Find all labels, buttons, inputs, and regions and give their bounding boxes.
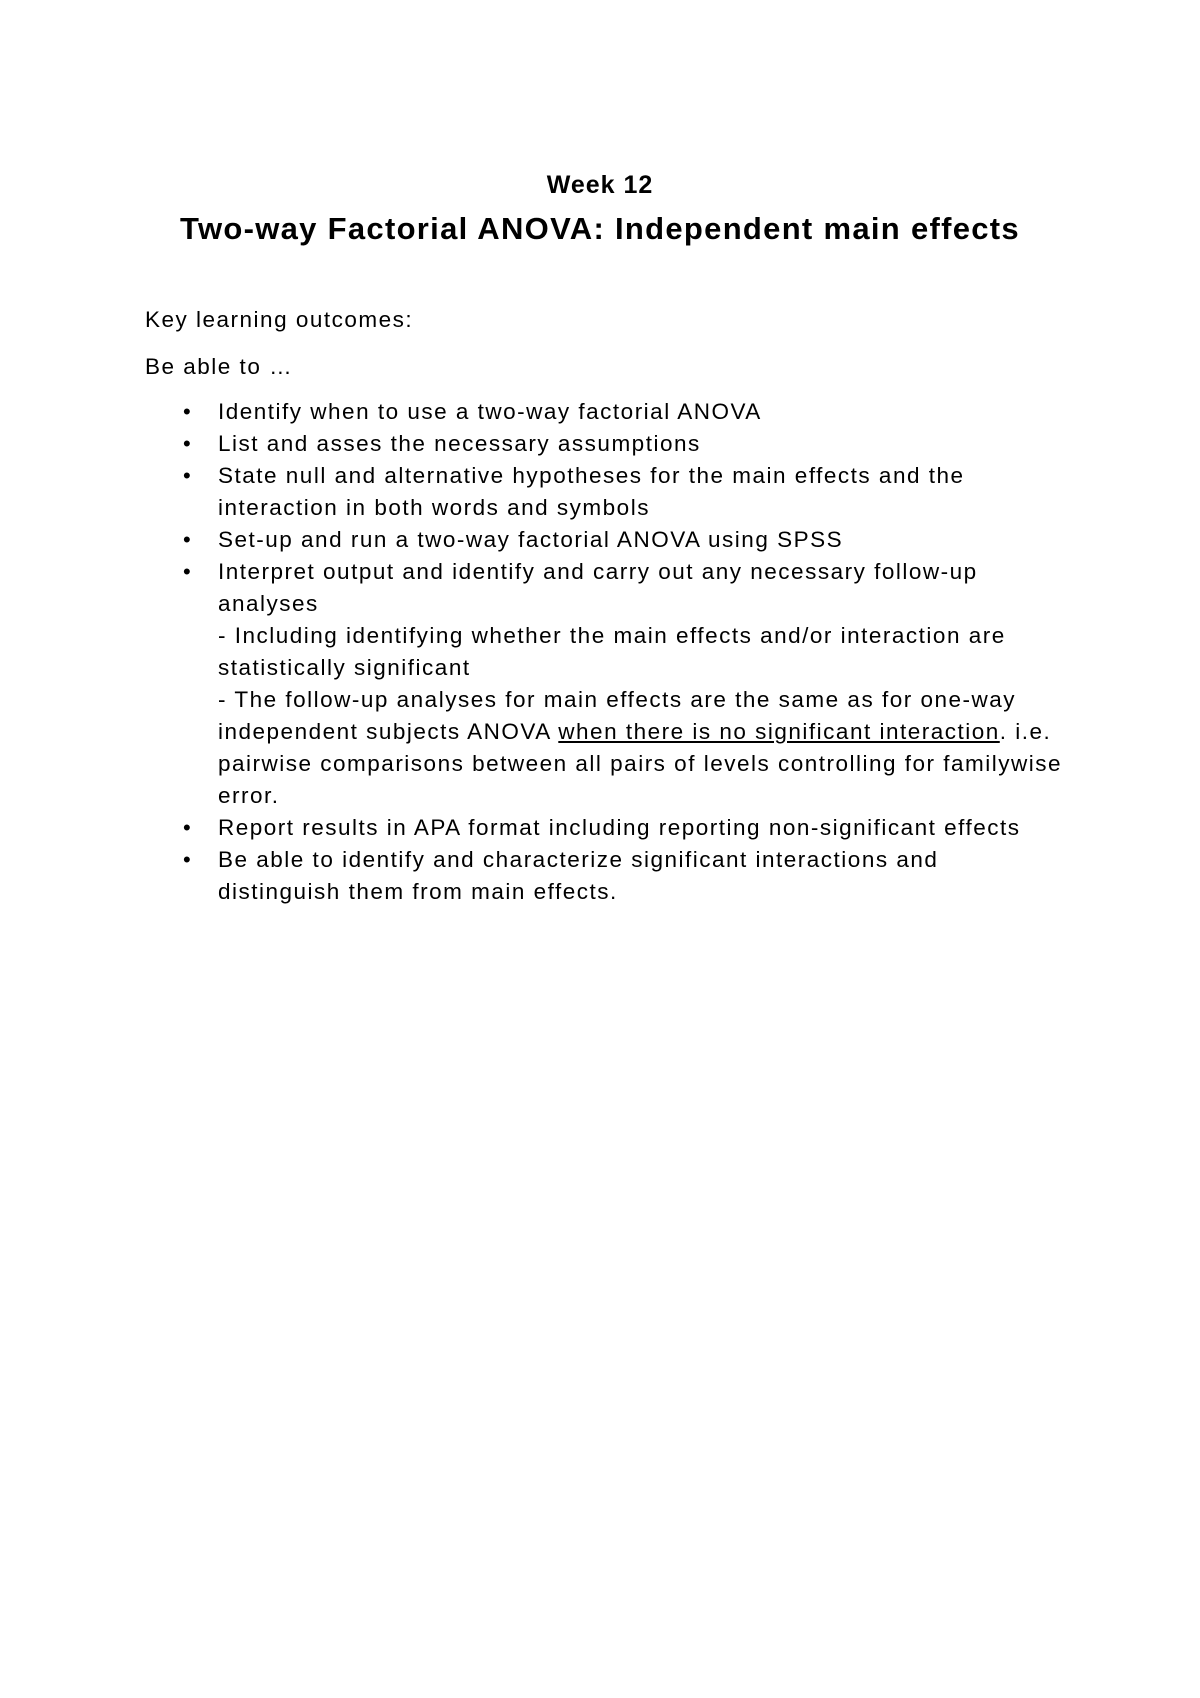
page-title: Two-way Factorial ANOVA: Independent main effects: [180, 211, 1020, 246]
intro-label: Key learning outcomes:: [145, 307, 414, 332]
intro-lead: Be able to …: [145, 354, 294, 379]
outcome-text: Identify when to use a two-way factorial ANOVA: [218, 399, 762, 424]
outcome-text: Set-up and run a two-way factorial ANOVA using SPSS: [218, 527, 844, 552]
list-item: [145, 524, 1065, 556]
list-item: [145, 812, 1065, 844]
subpoint-text: - The follow-up analyses for main effects are the same as for one-way independent subjects ANOVA: [218, 687, 1017, 744]
list-item: [145, 844, 1065, 908]
subpoint-text: . i.e. pairwise comparisons between all pairs of levels controlling for familywise error.: [218, 719, 1063, 808]
outcome-text: Be able to identify and characterize significant interactions and distinguish them from main effects.: [218, 847, 939, 904]
list-item: [145, 460, 1065, 524]
bullet-icon: •: [183, 527, 193, 552]
list-item: [145, 556, 1065, 812]
bullet-icon: •: [183, 399, 193, 424]
week-heading: Week 12: [546, 171, 654, 199]
underlined-text: when there is no significant interaction: [558, 719, 1000, 744]
outcome-subpoint: - Including identifying whether the main effects and/or interaction are statistically significant: [218, 623, 1006, 680]
outcome-text: State null and alternative hypotheses for the main effects and the interaction in both words and symbols: [218, 463, 965, 520]
list-item: [145, 396, 1065, 428]
bullet-icon: •: [183, 559, 193, 584]
outcome-subpoint: [218, 684, 1065, 812]
bullet-icon: •: [183, 431, 193, 456]
learning-outcomes-list: [145, 396, 1065, 908]
list-item: [145, 428, 1065, 460]
bullet-icon: •: [183, 847, 193, 872]
outcome-text: Report results in APA format including reporting non-significant effects: [218, 815, 1021, 840]
bullet-icon: •: [183, 463, 193, 488]
outcome-text: List and asses the necessary assumptions: [218, 431, 701, 456]
bullet-icon: •: [183, 815, 193, 840]
outcome-text: Interpret output and identify and carry out any necessary follow-up analyses: [218, 559, 978, 616]
